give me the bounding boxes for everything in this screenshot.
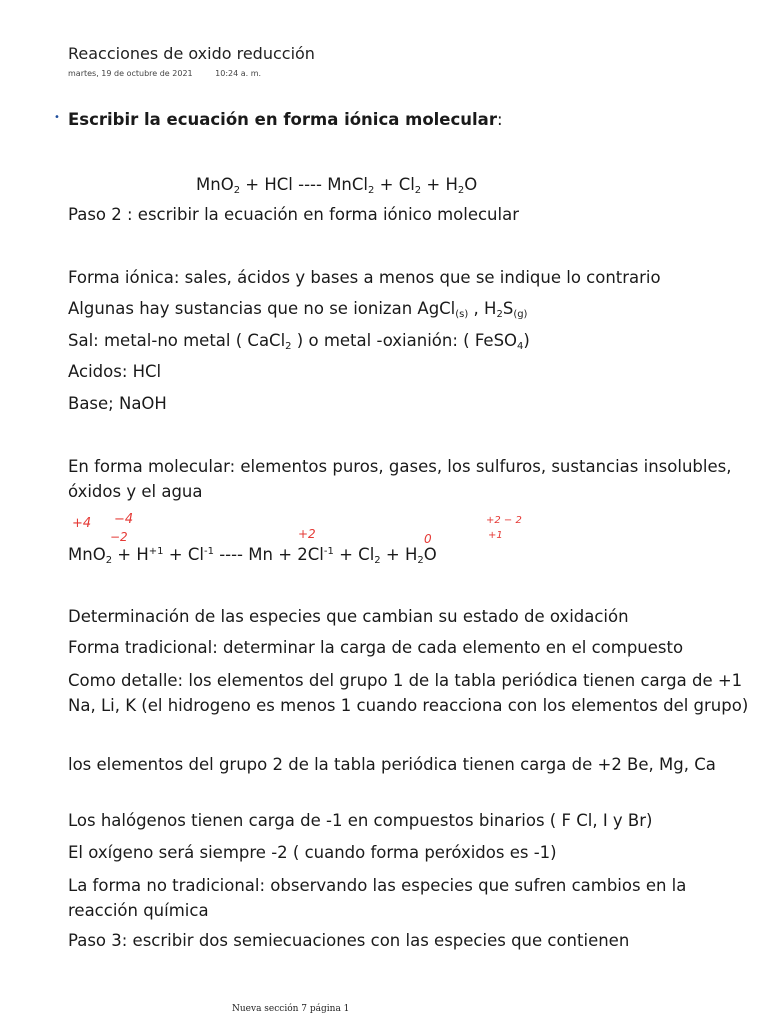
page-date: martes, 19 de octubre de 2021 xyxy=(68,69,193,78)
tradicional-line: Forma tradicional: determinar la carga de cada elemento en el compuesto xyxy=(68,638,684,657)
handwritten-charge-h2o: +2 − 2 xyxy=(486,515,522,526)
detalle-paragraph: Como detalle: los elementos del grupo 1 de la tabla periódica tienen carga de +1 Na, Li, K (el hidrogeno es menos 1 cuando reacciona con los elementos del grupo) xyxy=(68,671,749,715)
acidos-line: Acidos: HCl xyxy=(68,362,162,381)
halogenos-line: Los halógenos tienen carga de -1 en compuestos binarios ( F Cl, I y Br) xyxy=(68,811,653,830)
paso-2-line: Paso 2 : escribir la ecuación en forma iónico molecular xyxy=(68,205,519,224)
sal-line: Sal: metal-no metal ( CaCl$_2$ ) o metal -oxianión: ( FeSO$_4$) xyxy=(68,331,530,352)
bullet-icon: • xyxy=(54,112,60,123)
section-heading: Escribir la ecuación en forma iónica molecular: xyxy=(68,110,503,129)
determinacion-line: Determinación de las especies que cambian su estado de oxidación xyxy=(68,607,629,626)
forma-molecular-paragraph: En forma molecular: elementos puros, gases, los sulfuros, sustancias insolubles, óxidos y el agua xyxy=(68,457,732,501)
forma-ionica-line: Forma iónica: sales, ácidos y bases a menos que se indique lo contrario xyxy=(68,268,661,287)
handwritten-charge-cl2: 0 xyxy=(424,532,432,546)
handwritten-charge-o-total: −4 xyxy=(114,512,134,527)
handwritten-charge-mn: +4 xyxy=(72,516,92,531)
no-tradicional-paragraph: La forma no tradicional: observando las especies que sufren cambios en la reacción química xyxy=(68,876,687,920)
handwritten-charge-o: −2 xyxy=(110,530,128,544)
grupo-2-paragraph: los elementos del grupo 2 de la tabla periódica tienen carga de +2 Be, Mg, Ca xyxy=(68,755,716,774)
page-meta xyxy=(68,69,261,78)
page-time: 10:24 a. m. xyxy=(215,69,262,78)
algunas-line: Algunas hay sustancias que no se ionizan AgCl$_{(s)}$ , $H_2S_{(g)}$ xyxy=(68,299,528,320)
page-title: Reacciones de oxido reducción xyxy=(68,44,315,63)
oxigeno-line: El oxígeno será siempre -2 ( cuando forma peróxidos es -1) xyxy=(68,843,557,862)
equation-2: $MnO_2 + H^{+1} + Cl^{-1}$ ---- $Mn + 2Cl^{-1} + Cl_2 + H_2O$ xyxy=(68,545,437,566)
handwritten-charge-h: +1 xyxy=(488,530,503,541)
equation-1: MnO$_2$ + HCl ---- MnCl$_2$ + $Cl_2 + H_2O$ xyxy=(196,175,478,196)
paso-3-line: Paso 3: escribir dos semiecuaciones con las especies que contienen xyxy=(68,931,630,950)
page-footer: Nueva sección 7 página 1 xyxy=(232,1004,350,1014)
handwritten-charge-mn-product: +2 xyxy=(298,527,316,541)
base-line: Base; NaOH xyxy=(68,394,167,413)
